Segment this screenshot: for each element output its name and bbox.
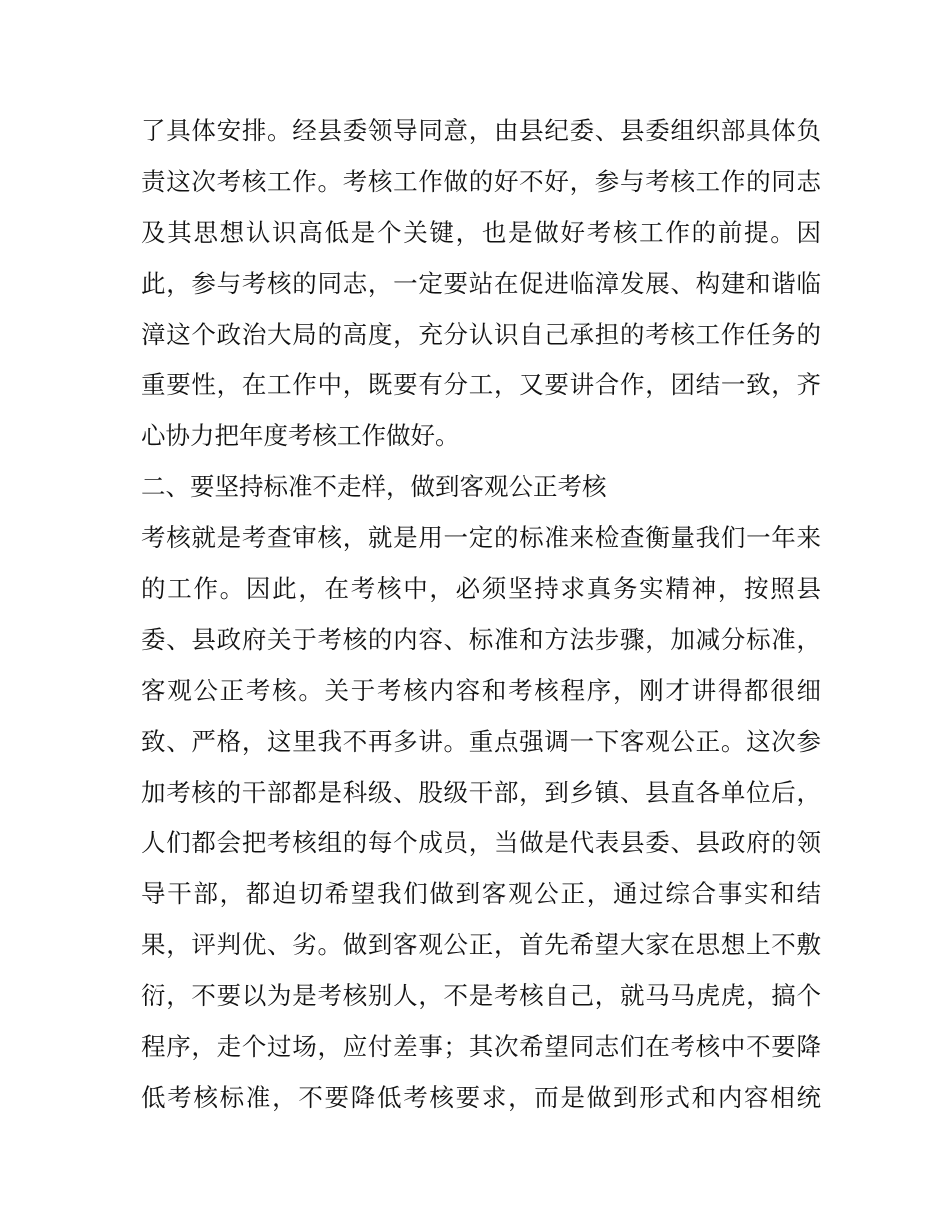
text-line: 加考核的干部都是科级、股级干部，到乡镇、县直各单位后，	[141, 777, 821, 807]
text-line: 重要性，在工作中，既要有分工，又要讲合作，团结一致，齐	[141, 370, 821, 400]
body-text	[141, 106, 821, 1124]
text-line: 衍，不要以为是考核别人，不是考核自己，就马马虎虎，搞个	[141, 981, 821, 1011]
text-line: 此，参与考核的同志，一定要站在促进临漳发展、构建和谐临	[141, 268, 821, 298]
text-line: 心协力把年度考核工作做好。	[141, 421, 460, 451]
text-line: 致、严格，这里我不再多讲。重点强调一下客观公正。这次参	[141, 726, 821, 756]
section-heading: 二、要坚持标准不走样，做到客观公正考核	[141, 472, 607, 502]
text-line: 果，评判优、劣。做到客观公正，首先希望大家在思想上不敷	[141, 930, 821, 960]
text-line: 人们都会把考核组的每个成员，当做是代表县委、县政府的领	[141, 828, 821, 858]
text-line: 了具体安排。经县委领导同意，由县纪委、县委组织部具体负	[141, 116, 821, 145]
text-line: 客观公正考核。关于考核内容和考核程序，刚才讲得都很细	[141, 675, 821, 705]
text-line: 考核就是考查审核，就是用一定的标准来检查衡量我们一年来	[141, 523, 821, 553]
text-line: 的工作。因此，在考核中，必须坚持求真务实精神，按照县	[141, 574, 821, 604]
text-line: 责这次考核工作。考核工作做的好不好，参与考核工作的同志	[141, 166, 821, 196]
text-line: 漳这个政治大局的高度，充分认识自己承担的考核工作任务的	[141, 319, 821, 349]
text-line: 导干部，都迫切希望我们做到客观公正，通过综合事实和结	[141, 879, 821, 909]
text-line: 低考核标准，不要降低考核要求，而是做到形式和内容相统	[141, 1082, 821, 1112]
text-line: 及其思想认识高低是个关键，也是做好考核工作的前提。因	[141, 217, 821, 247]
text-line: 程序，走个过场，应付差事；其次希望同志们在考核中不要降	[141, 1032, 821, 1062]
text-line: 委、县政府关于考核的内容、标准和方法步骤，加减分标准，	[141, 624, 821, 654]
